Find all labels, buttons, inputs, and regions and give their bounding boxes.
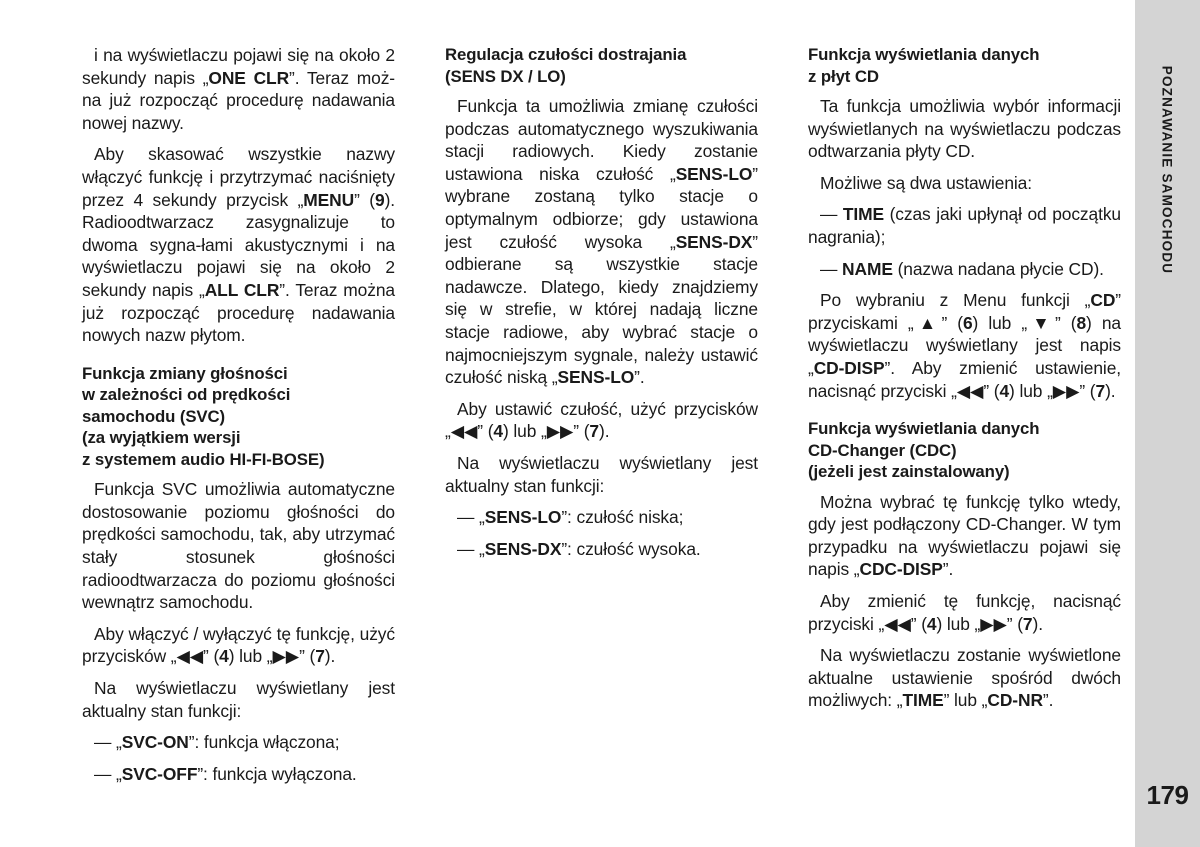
list-item: — „SVC-ON”: funkcja włączona; [94,732,340,753]
bold-term: ◀◀ [884,613,911,634]
bold-term: 7 [1095,380,1106,401]
bold-term: 7 [589,421,599,442]
bold-term: SVC-ON [121,732,189,753]
bold-term: 8 [1076,312,1087,333]
bold-term: SENS-DX [484,538,562,559]
bold-term: SVC-OFF [121,763,198,784]
paragraph: Funkcja ta umożliwia zmianę czułości podczas automatycznego wyszukiwania stacji radiowych. Kiedy zostanie ustawiona niska czułość „SENS-LO” wybrane zostaną tylko stacje o optymalnym odbiorze; gdy ustawiona jest czułość wysoka „SENS-DX” odbierane są wszystkie stacje nadawcze. Dlatego, kiedy znajdziemy się w strefie, w której nadają liczne stacje radiowe, aby wybrać stacje o najmocniejszym sygnale, należy ustawić czułość niską „SENS-LO”. [445,96,758,388]
section-heading: Regulacja czułości dostrajania (SENS DX / LO) [445,45,687,86]
paragraph: Aby włączyć / wyłączyć tę funkcję, użyć przycisków „◀◀” (4) lub „▶▶” (7). [82,623,395,667]
page-number: 179 [1146,780,1189,810]
paragraph: Na wyświetlaczu zostanie wyświetlone aktualne ustawienie spośród dwóch możliwych: „TIME” lub „CD-NR”. [808,645,1121,711]
bold-term: CD [1090,290,1116,311]
paragraph: Możliwe są dwa ustawienia: [820,172,1032,193]
bold-term: NAME [842,258,893,279]
bold-term: TIME [902,690,944,711]
bold-term: 7 [315,646,325,667]
list-item: — „SENS-DX”: czułość wysoka. [457,538,701,559]
bold-term: CDC-DISP [859,559,943,580]
section-heading: Funkcja wyświetlania danych CD-Changer (CDC) (jeżeli jest zainstalowany) [808,419,1040,482]
paragraph: Aby skasować wszystkie nazwy włączyć funkcję i przytrzymać naciśnięty przez 4 sekundy przycisk „MENU” (9). Radioodtwarzacz zasygnalizuje to dwoma sygna-łami akustycznymi i na wyświetlaczu pojawi się na około 2 sekundy napis „ALL CLR”. Teraz można już rozpocząć procedurę nadawania nowych nazw płytom. [82,144,395,346]
bold-term: SENS-LO [557,367,635,388]
list-item: — „SENS-LO”: czułość niska; [457,507,684,528]
text-column-3 [808,44,1121,721]
paragraph: Ta funkcja umożliwia wybór informacji wyświetlanych na wyświetlaczu podczas odtwarzania płyty CD. [808,96,1121,162]
bold-term: ONE CLR [208,67,290,88]
paragraph: Na wyświetlaczu wyświetlany jest aktualny stan funkcji: [82,677,395,721]
bold-term: 9 [374,189,385,210]
paragraph: Aby ustawić czułość, użyć przycisków „◀◀” (4) lub „▶▶” (7). [445,398,758,442]
bold-term: ▶▶ [546,421,574,442]
bold-term: CD-NR [987,690,1043,711]
paragraph: Funkcja SVC umożliwia automatyczne dostosowanie poziomu głośności do prędkości samochodu, tak, aby utrzymać stały stosunek głośności radioodtwarzacza do poziomu głośności wewnątrz samochodu. [82,479,395,613]
bold-term: TIME [842,204,885,225]
paragraph: Można wybrać tę funkcję tylko wtedy, gdy jest podłączony CD-Changer. W tym przypadku na wyświetlaczu pojawi się napis „CDC-DISP”. [808,491,1121,580]
bold-term: 4 [999,380,1010,401]
bold-term: ▶▶ [1052,380,1080,401]
paragraph: Po wybraniu z Menu funkcji „CD” przyciskami „▲” (6) lub „▼” (8) na wyświetlaczu wyświetlany jest napis „CD-DISP”. Aby zmienić ustawienie, nacisnąć przyciski „◀◀” (4) lub „▶▶” (7). [808,290,1121,401]
bold-term: SENS-DX [675,231,753,252]
bold-term: 7 [1022,613,1033,634]
bold-term: 4 [219,646,229,667]
section-heading: Funkcja zmiany głośności w zależności od prędkości samochodu (SVC) (za wyjątkiem wersji z systemem audio HI-FI-BOSE) [82,363,325,469]
paragraph: i na wyświetlaczu pojawi się na około 2 sekundy napis „ONE CLR”. Teraz moż-na już rozpocząć procedurę nadawania nowej nazwy. [82,45,396,133]
bold-term: ▶▶ [980,613,1007,634]
bold-term: ▼ [1027,312,1055,333]
bold-term: SENS-LO [484,507,562,528]
bold-term: 4 [926,613,937,634]
list-item: — TIME (czas jaki upłynął od początku nagrania); [808,204,1121,247]
bold-term: ◀◀ [956,380,984,401]
bold-term: ALL CLR [204,279,280,300]
list-item: — „SVC-OFF”: funkcja wyłączona. [94,763,357,784]
section-heading: Funkcja wyświetlania danych z płyt CD [808,45,1040,86]
bold-term: ▶▶ [272,646,300,667]
list-item: — NAME (nazwa nadana płycie CD). [820,258,1104,279]
bold-term: CD-DISP [813,357,885,378]
bold-term: 4 [493,421,503,442]
text-column-2 [445,44,758,569]
bold-term: 6 [962,312,973,333]
bold-term: SENS-LO [675,163,753,184]
bold-term: MENU [303,189,355,210]
paragraph: Aby zmienić tę funkcję, nacisnąć przyciski „◀◀” (4) lub „▶▶” (7). [808,591,1121,634]
paragraph: Na wyświetlaczu wyświetlany jest aktualny stan funkcji: [445,452,758,496]
bold-term: ◀◀ [450,421,478,442]
bold-term: ◀◀ [176,646,204,667]
bold-term: ▲ [913,312,942,333]
section-title: POZNAWANIE SAMOCHODU [1159,65,1175,275]
text-column-1 [82,44,395,794]
